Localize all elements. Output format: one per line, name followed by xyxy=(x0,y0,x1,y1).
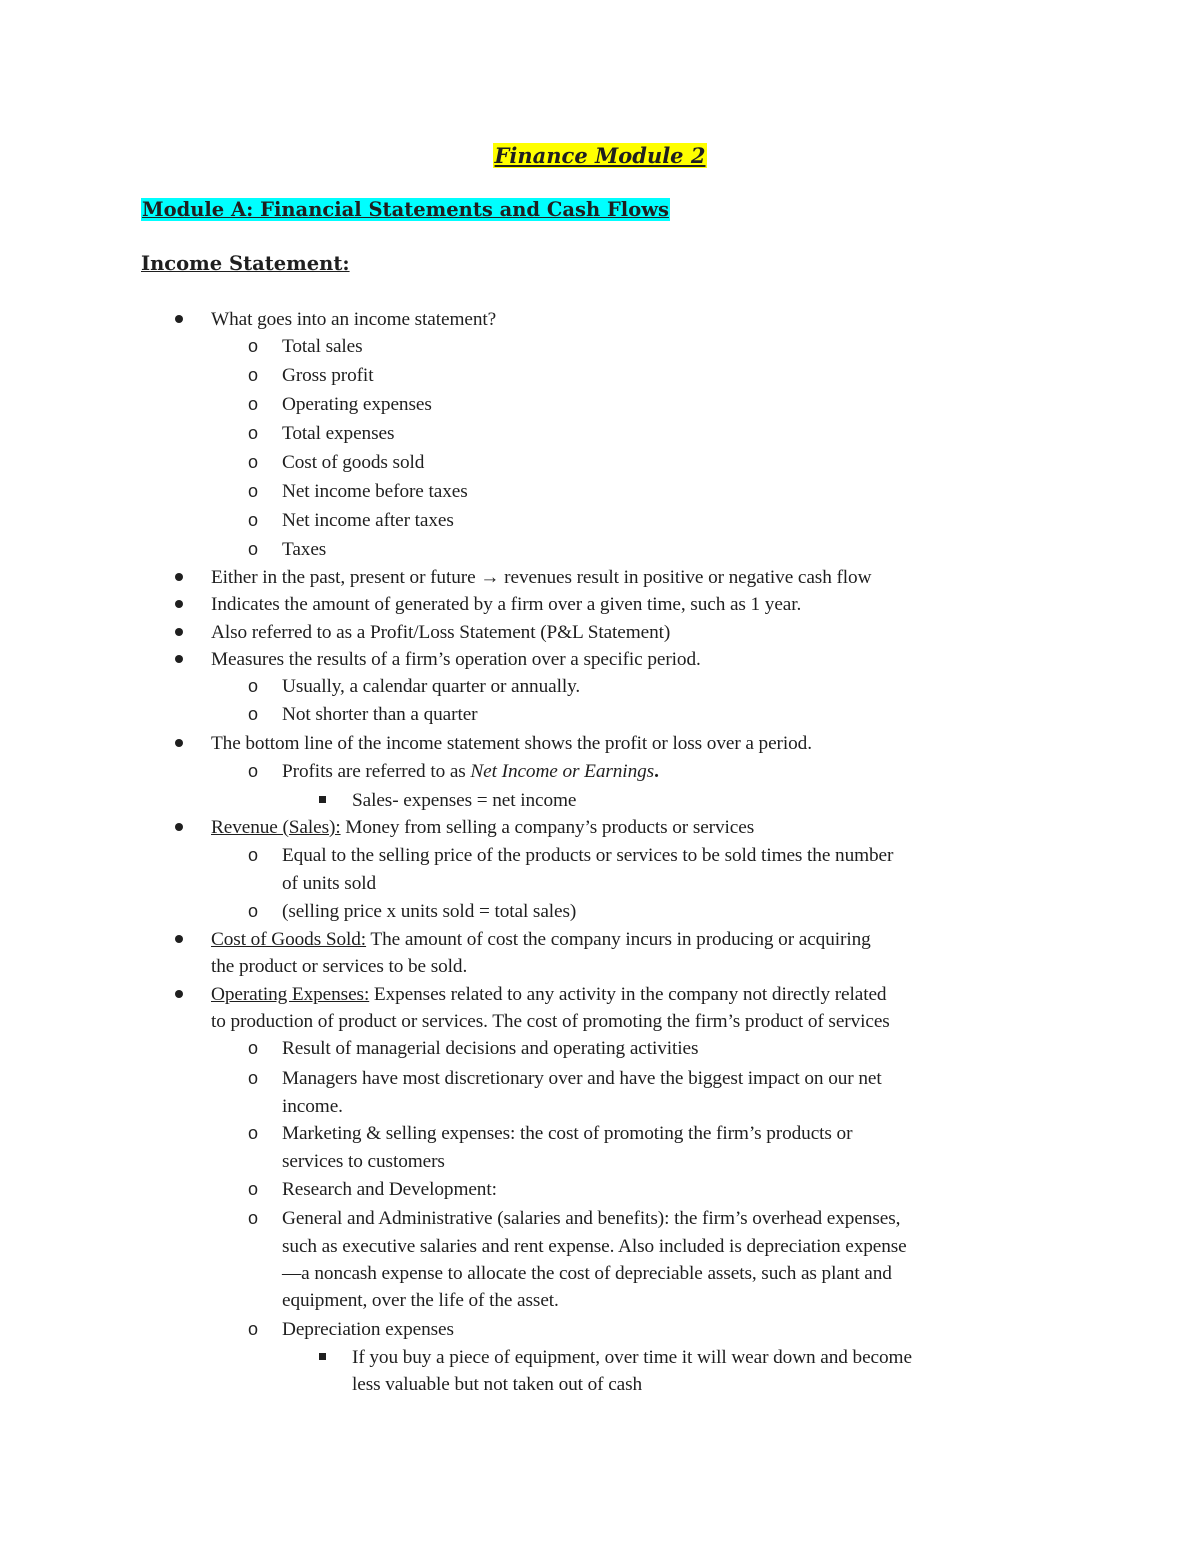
list-item: Managers have most discretionary over and have the biggest impact on our net xyxy=(282,1068,882,1089)
bullet-disc-icon xyxy=(175,315,183,323)
list-item: What goes into an income statement? xyxy=(211,309,497,330)
bullet-circle-icon: o xyxy=(248,901,259,921)
list-item: The bottom line of the income statement shows the profit or loss over a period. xyxy=(211,733,812,754)
bullet-circle-icon: o xyxy=(248,1068,259,1088)
bullet-circle-icon: o xyxy=(248,676,259,696)
bullet-circle-icon: o xyxy=(248,1319,259,1339)
list-item: Cost of goods sold xyxy=(282,452,425,473)
bullet-circle-icon: o xyxy=(248,336,259,356)
bullet-circle-icon: o xyxy=(248,481,259,501)
list-item: Taxes xyxy=(282,539,327,560)
bullet-circle-icon: o xyxy=(248,761,259,781)
list-item: Operating expenses xyxy=(282,394,432,415)
bullet-circle-icon: o xyxy=(248,1123,259,1143)
list-item: Gross profit xyxy=(282,365,374,386)
bullet-circle-icon: o xyxy=(248,394,259,414)
bullet-square-icon xyxy=(319,796,326,803)
list-item: Total expenses xyxy=(282,423,395,444)
bullet-circle-icon: o xyxy=(248,452,259,472)
bullet-disc-icon xyxy=(175,823,183,831)
list-item: Net income before taxes xyxy=(282,481,468,502)
list-item: Also referred to as a Profit/Loss Statement (P&L Statement) xyxy=(211,622,671,643)
list-item-continuation: such as executive salaries and rent expense. Also included is depreciation expense xyxy=(282,1236,907,1257)
arrow-right-icon: → xyxy=(480,567,500,588)
list-item: Result of managerial decisions and operating activities xyxy=(282,1038,699,1059)
bullet-square-icon xyxy=(319,1353,326,1360)
bullet-disc-icon xyxy=(175,990,183,998)
list-item-continuation: income. xyxy=(282,1096,343,1117)
document-title: Finance Module 2 xyxy=(494,143,706,168)
bullet-circle-icon: o xyxy=(248,539,259,559)
list-item-continuation: services to customers xyxy=(282,1151,445,1172)
list-item: (selling price x units sold = total sales) xyxy=(282,901,577,922)
bullet-disc-icon xyxy=(175,935,183,943)
list-item: Either in the past, present or future → revenues result in positive or negative cash flow xyxy=(211,567,872,588)
list-item-continuation: equipment, over the life of the asset. xyxy=(282,1290,559,1311)
list-item: Research and Development: xyxy=(282,1179,497,1200)
bullet-disc-icon xyxy=(175,573,183,581)
module-heading: Module A: Financial Statements and Cash Flows xyxy=(142,198,669,221)
bullet-circle-icon: o xyxy=(248,704,259,724)
bullet-disc-icon xyxy=(175,628,183,636)
list-item: Profits are referred to as Net Income or Earnings. xyxy=(282,761,659,782)
list-item: Revenue (Sales): Money from selling a company’s products or services xyxy=(211,817,755,838)
list-item: Usually, a calendar quarter or annually. xyxy=(282,676,581,697)
list-item-continuation: —a noncash expense to allocate the cost of depreciable assets, such as plant and xyxy=(282,1263,892,1284)
list-item: Sales- expenses = net income xyxy=(352,790,577,811)
bullet-circle-icon: o xyxy=(248,510,259,530)
list-item-continuation: to production of product or services. The cost of promoting the firm’s product of services xyxy=(211,1011,890,1032)
list-item: If you buy a piece of equipment, over time it will wear down and become xyxy=(352,1347,912,1368)
list-item-continuation: the product or services to be sold. xyxy=(211,956,468,977)
list-item: Cost of Goods Sold: The amount of cost the company incurs in producing or acquiring xyxy=(211,929,871,950)
list-item-continuation: of units sold xyxy=(282,873,377,894)
list-item: Total sales xyxy=(282,336,363,357)
bullet-circle-icon: o xyxy=(248,845,259,865)
list-item: Measures the results of a firm’s operation over a specific period. xyxy=(211,649,701,670)
list-item: Marketing & selling expenses: the cost of promoting the firm’s products or xyxy=(282,1123,853,1144)
list-item: Equal to the selling price of the products or services to be sold times the number xyxy=(282,845,894,866)
section-heading: Income Statement: xyxy=(141,252,350,275)
list-item: Depreciation expenses xyxy=(282,1319,454,1340)
bullet-circle-icon: o xyxy=(248,1179,259,1199)
bullet-disc-icon xyxy=(175,600,183,608)
bullet-circle-icon: o xyxy=(248,1038,259,1058)
list-item: General and Administrative (salaries and benefits): the firm’s overhead expenses, xyxy=(282,1208,901,1229)
list-item: Net income after taxes xyxy=(282,510,454,531)
bullet-disc-icon xyxy=(175,655,183,663)
bullet-circle-icon: o xyxy=(248,1208,259,1228)
list-item: Indicates the amount of generated by a firm over a given time, such as 1 year. xyxy=(211,594,802,615)
list-item: Not shorter than a quarter xyxy=(282,704,478,725)
bullet-circle-icon: o xyxy=(248,365,259,385)
list-item: Operating Expenses: Expenses related to any activity in the company not directly related xyxy=(211,984,887,1005)
list-item-continuation: less valuable but not taken out of cash xyxy=(352,1374,643,1395)
bullet-circle-icon: o xyxy=(248,423,259,443)
bullet-disc-icon xyxy=(175,739,183,747)
